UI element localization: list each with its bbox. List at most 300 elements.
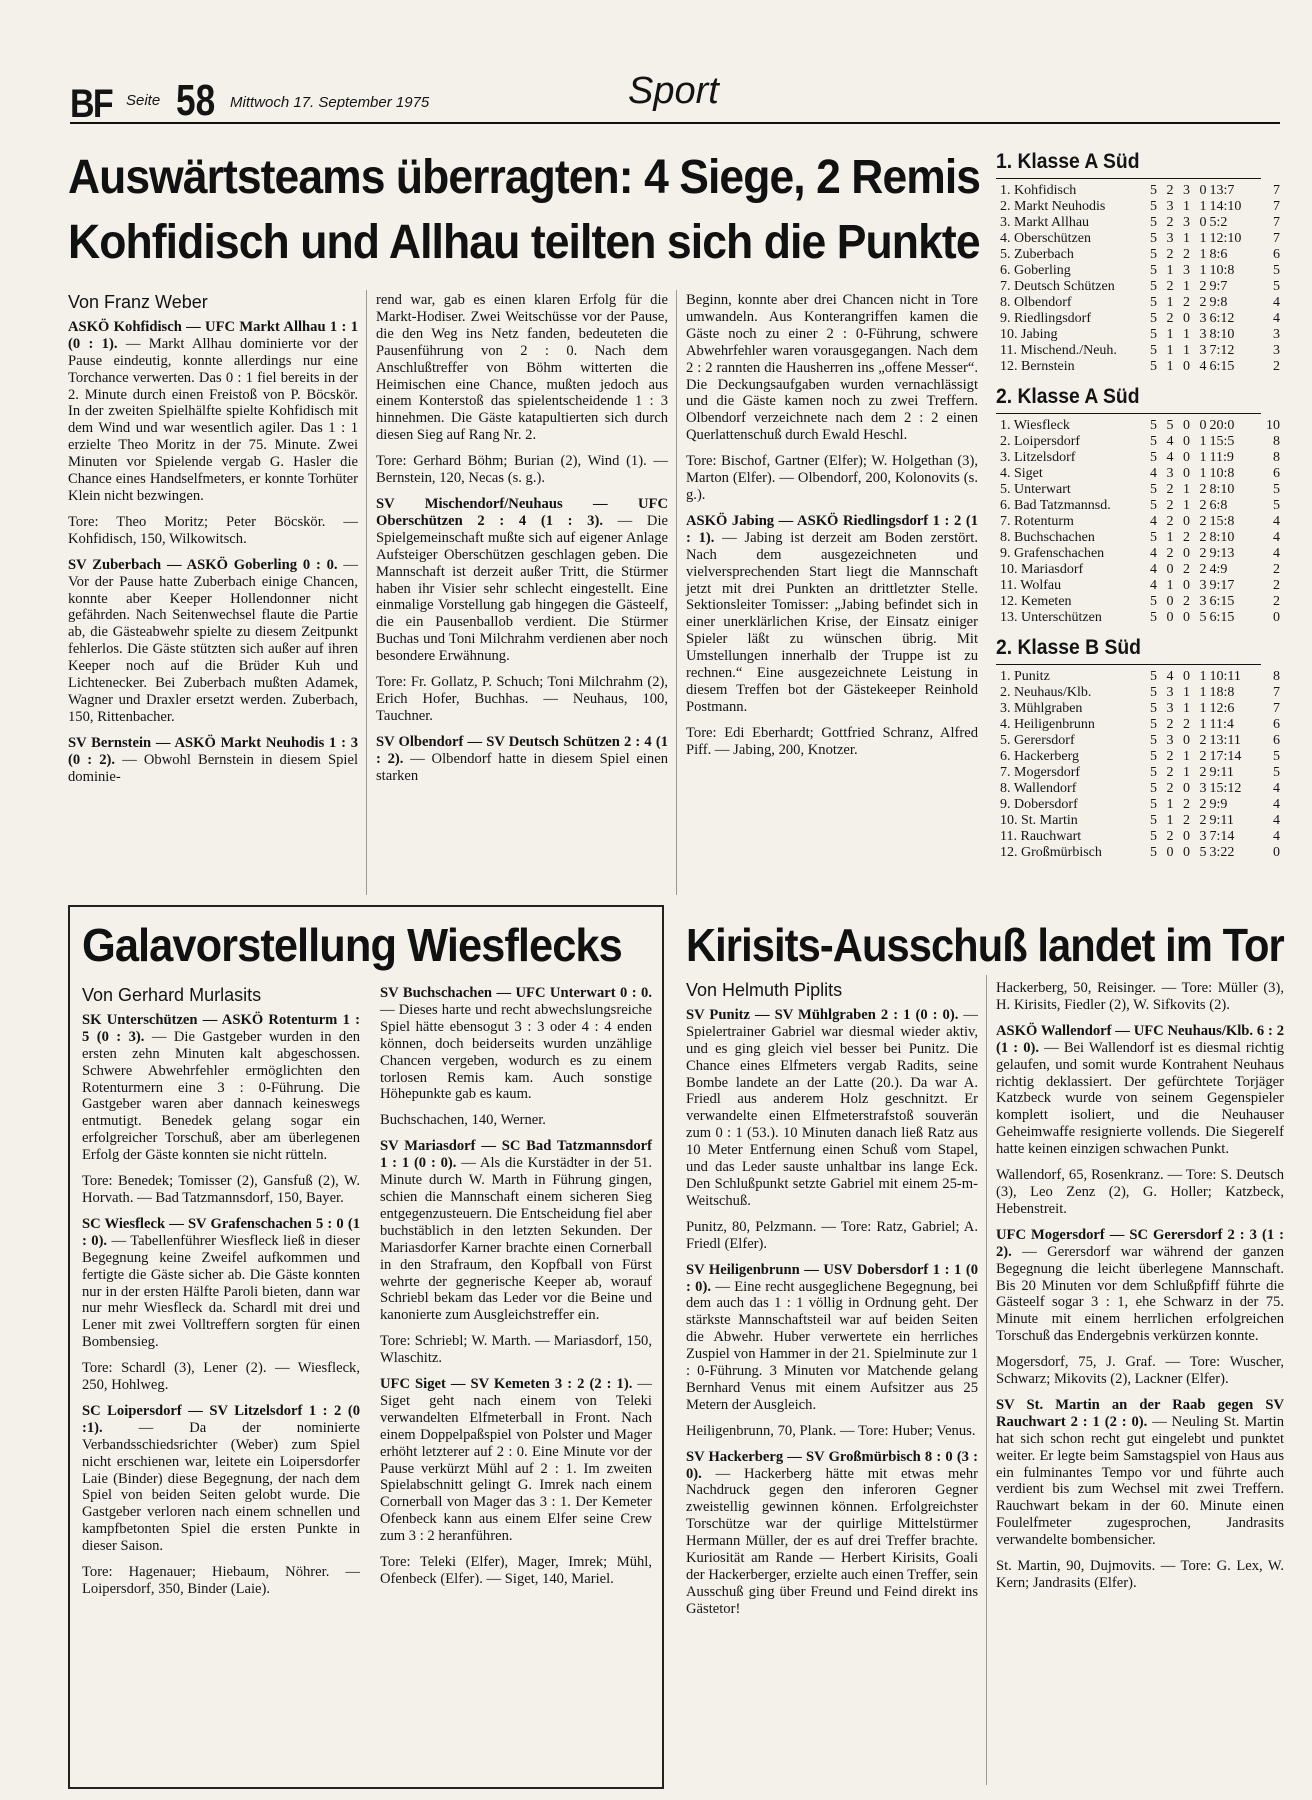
match-result: UFC Siget — SV Kemeten 3 : 2 (2 : 1). (380, 1376, 633, 1393)
standings-cell: 12:6 (1209, 701, 1235, 716)
report-text: — Obwohl Bernstein in diesem Spiel dominie- (68, 751, 359, 785)
report-text: Tore: Benedek; Tomisser (2), Gansfuß (2), W. Horvath. — Bad Tatzmannsdorf, 150, Bayer. (82, 1173, 360, 1206)
article1-headline-line2: Kohfidisch und Allhau teilten sich die Punkte (68, 216, 980, 269)
standings-cell: 9:13 (1209, 546, 1235, 561)
standings-cell: 11. Mischend./Neuh. (1000, 343, 1117, 358)
report-text: — Dieses harte und recht abwechslungsreiche Spiel hätte ebensogut 3 : 3 oder 4 : 4 enden können, doch beiderseits wurden unzählige Chancen vergeben, wodurch es zu einem torlosen Remis kam. Auch sonstige Höhepunkte gab es kaum. (380, 1001, 652, 1103)
standings-cell: 9. Riedlingsdorf (1000, 311, 1091, 326)
report-text: — Bei Wallendorf ist es diesmal richtig gelaufen, und somit wurde Kontrahent Neuhaus richtig deklassiert. Der gefürchtete Torjäger Katzbeck wurde von seinem Gegenspieler komplett isoliert, und die Neuhauser Geheimwaffe resignierte vollends. Die Siegerelf hatte keinen einzigen schwachen Punkt. (996, 1039, 1284, 1158)
standings-cell: 4 (1273, 295, 1280, 310)
standings-cell: 20:0 (1209, 418, 1235, 433)
standings-cell: 11:4 (1209, 717, 1234, 732)
standings-cell: 15:8 (1209, 514, 1235, 529)
report-text: Tore: Gerhard Böhm; Burian (2), Wind (1). — Bernstein, 120, Necas (s. g.). (376, 453, 668, 487)
report-text: — Olbendorf hatte in diesem Spiel einen starken (376, 750, 668, 784)
standings-cell: 5 3 1 1 (1150, 685, 1210, 700)
report-paragraph (686, 1423, 978, 1440)
report-text: — Markt Allhau dominierte vor der Pause eindeutig, konnte allerdings nur eine Torchance verwerten. Das 0 : 1 fiel bereits in der 2. Minute durch einen Freistoß von P. Böcskör. In der zweiten Spielhälfte spielte Kohfidisch mit dem Wind und war wesentlich agiler. Das 1 : 1 erzielte Theo Moritz in der 75. Minute. Zwei Minuten vor Spielende vergab G. Hasler die Chance eines Handselfmeters, er konnte Torhüter Klein nicht bezwingen. (68, 335, 358, 504)
page-header (70, 70, 1280, 124)
article3-col1-body (686, 1007, 978, 1618)
standings-cell: 5 2 0 3 (1150, 829, 1210, 844)
standings-cell: 15:12 (1209, 781, 1242, 796)
standings-cell: 4 0 2 2 (1150, 562, 1210, 577)
standings-row (1000, 610, 1288, 626)
standings-cell: 13:7 (1209, 183, 1235, 198)
standings-row (1000, 845, 1288, 861)
standings-cell: 5 2 1 2 (1150, 482, 1210, 497)
standings-row (1000, 765, 1288, 781)
report-paragraph (376, 496, 668, 665)
match-result: SV Bernstein — ASKÖ Markt Neuhodis 1 : 3 (0 : 2). (68, 734, 358, 768)
standings-cell: 5 2 3 0 (1150, 183, 1210, 198)
article1-col1-body (68, 319, 358, 786)
report-text: Tore: Bischof, Gartner (Elfer); W. Holgethan (3), Marton (Elfer). — Olbendorf, 200, Kolonovits (s. g.). (686, 453, 978, 503)
article1-column-1 (68, 292, 358, 794)
report-text: St. Martin, 90, Dujmovits. — Tore: G. Lex, W. Kern; Jandrasits (Elfer). (996, 1558, 1284, 1591)
newspaper-logo: BF (70, 82, 112, 126)
standings-cell: 5. Unterwart (1000, 482, 1071, 497)
standings-cell: 4 (1273, 797, 1280, 812)
standings-cell: 7. Mogersdorf (1000, 765, 1081, 780)
report-text: — Die Spielgemeinschaft mußte sich auf eigener Anlage Aufsteiger Oberschützen geschlagen geben. Die Mannschaft ist derzeit außer Tritt, die Stürmer haben ihr Visier sehr schlecht eingestellt. Eine einmalige Vorstellung gab hingegen die Gästeelf, die ein Pausenballob verdient. Die Stürmer Buchas und Toni Milchrahm verdienen aber noch besondere Erwähnung. (376, 512, 668, 665)
standings-row (1000, 701, 1288, 717)
report-text: — Hackerberg hätte mit etwas mehr Nachdruck gegen den inferoren Gegner zweistellig gewinnen können. Erfolgreichster Torschütze war der quirlige Mittelstürmer Hermann Müller, der es auf drei Treffer brachte. Kuriosität am Rande — Herbert Kirisits, Goali der Hackerberger, erzielte auch einen Treffer, sein Ausschuß ging über Freund und Feind direkt ins Gästetor! (686, 1465, 978, 1617)
report-paragraph (996, 1227, 1284, 1345)
report-paragraph (68, 514, 358, 548)
standings-row (1000, 327, 1288, 343)
standings-cell: 8 (1273, 450, 1280, 465)
standings-cell: 5 (1273, 765, 1280, 780)
standings-cell: 5 0 0 5 (1150, 610, 1210, 625)
standings-row (1000, 359, 1288, 375)
standings-cell: 7 (1273, 231, 1280, 246)
match-result: SV Zuberbach — ASKÖ Goberling 0 : 0. (68, 556, 338, 573)
standings-cell: 9:8 (1209, 295, 1228, 310)
standings-cell: 4 (1273, 813, 1280, 828)
match-result: SV Punitz — SV Mühlgraben 2 : 1 (0 : 0). (686, 1006, 959, 1023)
standings-cell: 3. Mühlgraben (1000, 701, 1083, 716)
match-result: ASKÖ Wallendorf — UFC Neuhaus/Klb. 6 : 2 (1 : 0). (996, 1022, 1284, 1056)
standings-table (1000, 669, 1288, 861)
standings-cell: 5 2 0 3 (1150, 311, 1210, 326)
standings-cell: 9:11 (1209, 765, 1234, 780)
standings-cell: 5 3 1 1 (1150, 701, 1210, 716)
standings-cell: 5 (1273, 498, 1280, 513)
report-paragraph (82, 1173, 360, 1207)
standings-cell: 4. Siget (1000, 466, 1043, 481)
report-paragraph (686, 292, 978, 444)
standings-row (1000, 418, 1288, 434)
standings-cell: 10. St. Martin (1000, 813, 1078, 828)
report-paragraph (996, 1397, 1284, 1549)
standings-row (1000, 263, 1288, 279)
standings-cell: 3. Markt Allhau (1000, 215, 1090, 230)
standings-cell: 2. Neuhaus/Klb. (1000, 685, 1092, 700)
standings-cell: 5 1 1 3 (1150, 327, 1210, 342)
report-text: Tore: Edi Eberhardt; Gottfried Schranz, Alfred Piff. — Jabing, 200, Knotzer. (686, 724, 978, 758)
standings-cell: 4 (1273, 781, 1280, 796)
column-rule (676, 290, 677, 895)
report-paragraph (82, 1564, 360, 1598)
report-paragraph (376, 734, 668, 785)
match-result: SV Buchschachen — UFC Unterwart 0 : 0. (380, 985, 652, 1001)
standings-row (1000, 343, 1288, 359)
report-paragraph (686, 1449, 978, 1618)
standings-cell: 6 (1273, 733, 1280, 748)
standings-cell: 11:9 (1209, 450, 1234, 465)
standings-cell: 4 (1273, 311, 1280, 326)
standings-cell: 7. Deutsch Schützen (1000, 279, 1115, 294)
report-text: rend war, gab es einen klaren Erfolg für die Markt-Hodiser. Zwei Weitschüsse vor der Pause, die den Weg ins Netz fanden, bedeuteten die Pausenführung von 2 : 0. Nach dem Anschlußtreffer von Böhm witterten die Heimischen eine Chance, mußten jedoch aus einem Konterstoß das spielentscheidende 1 : 3 hinnehmen. Die Gäste katapultierten sich durch diesen Sieg auf Rang Nr. 2. (376, 292, 668, 444)
standings-cell: 5 0 2 3 (1150, 594, 1210, 609)
standings-cell: 5 1 2 2 (1150, 797, 1210, 812)
standings-table-3 (996, 634, 1284, 861)
standings-cell: 10:8 (1209, 263, 1235, 278)
standings-cell: 1. Punitz (1000, 669, 1050, 684)
standings-sidebar (996, 148, 1284, 869)
standings-row (1000, 717, 1288, 733)
standings-cell: 5 0 0 5 (1150, 845, 1210, 860)
standings-cell: 1. Kohfidisch (1000, 183, 1077, 198)
standings-table-1 (996, 148, 1284, 375)
standings-cell: 5 2 1 2 (1150, 279, 1210, 294)
report-text: Buchschachen, 140, Werner. (380, 1112, 546, 1129)
report-paragraph (376, 453, 668, 487)
standings-row (1000, 669, 1288, 685)
report-text: — Vor der Pause hatte Zuberbach einige Chancen, konnte aber Keeper Hollendonner nicht gefährden. Nach Seitenwechsel flaute die Partie ab, die Gästeabwehr spielte zu diesem Zeitpunkt fehlerlos. Die Gäste stützten sich außer auf ihren Keeper noch auf die Brüder Kuh und Lichtenecker. Bei Zuberbach mußten Adamek, Wagner und Draxler ersetzt werden. Zuberbach, 150, Rittenbacher. (68, 556, 358, 725)
standings-cell: 6. Hackerberg (1000, 749, 1080, 764)
standings-cell: 5 4 0 1 (1150, 434, 1210, 449)
standings-cell: 5 2 2 1 (1150, 247, 1210, 262)
article2-col1-body (82, 1012, 360, 1598)
report-paragraph (376, 292, 668, 444)
report-text: Heiligenbrunn, 70, Plank. — Tore: Huber; Venus. (686, 1422, 976, 1439)
report-paragraph (686, 453, 978, 504)
standings-cell: 10. Mariasdorf (1000, 562, 1084, 577)
standings-row (1000, 562, 1288, 578)
standings-cell: 5 1 2 2 (1150, 530, 1210, 545)
standings-cell: 9. Dobersdorf (1000, 797, 1078, 812)
report-paragraph (686, 1007, 978, 1210)
article2-headline: Galavorstellung Wiesflecks (82, 919, 622, 971)
report-text: — Die Gastgeber wurden in den ersten zehn Minuten kalt abgeschossen. Schwere Abwehrfehler ermöglichten den Rotenturmern eine 3 : 0-Führung. Die Gastgeber waren aber dannach keineswegs entmutigt. Benedek gelang sogar ein erfolgreicher Torschuß, aber am überlegenen Erfolg der Gäste konnten sie nicht rütteln. (82, 1028, 360, 1164)
match-result: ASKÖ Kohfidisch — UFC Markt Allhau 1 : 1 (0 : 1). (68, 318, 358, 352)
standings-cell: 2 (1273, 359, 1280, 374)
report-paragraph (82, 1403, 360, 1555)
standings-cell: 1. Wiesfleck (1000, 418, 1070, 433)
article2-byline: Von Gerhard Murlasits (82, 985, 262, 1005)
report-paragraph (686, 725, 978, 759)
standings-cell: 5:2 (1209, 215, 1228, 230)
standings-cell: 4. Oberschützen (1000, 231, 1091, 246)
report-paragraph (82, 1360, 360, 1394)
report-text: Tore: Theo Moritz; Peter Böcskör. — Kohfidisch, 150, Wilkowitsch. (68, 513, 358, 547)
report-text: — Neuling St. Martin hat sich schon recht gut eingelebt und punktet weiter. Er legte beim Samstagspiel von Haus aus ein fulminantes Tempo vor und führte auch verdient bis zum Wechsel mit zwei Treffern. Rauchwart bekam in der 60. Minute einen Foulelfmeter zugesprochen, Jandrasits verwandelte bombensicher. (996, 1413, 1284, 1549)
standings-row (1000, 829, 1288, 845)
article1-column-3 (686, 292, 978, 768)
standings-cell: 10:8 (1209, 466, 1235, 481)
standings-cell: 11. Rauchwart (1000, 829, 1082, 844)
report-paragraph (380, 1112, 652, 1129)
standings-cell: 9. Grafenschachen (1000, 546, 1105, 561)
standings-cell: 5 1 2 2 (1150, 295, 1210, 310)
report-paragraph (82, 1216, 360, 1351)
article2-column-2 (380, 985, 652, 1597)
standings-cell: 4 2 0 2 (1150, 546, 1210, 561)
report-paragraph (996, 1167, 1284, 1218)
standings-row (1000, 546, 1288, 562)
standings-cell: 8:10 (1209, 530, 1235, 545)
article3-byline: Von Helmuth Piplits (686, 980, 843, 1000)
report-text: Tore: Fr. Gollatz, P. Schuch; Toni Milchrahm (2), Erich Hofer, Buchhas. — Neuhaus, 100, Tauchner. (376, 674, 668, 724)
standings-cell: 4 (1273, 546, 1280, 561)
standings-cell: 17:14 (1209, 749, 1242, 764)
standings-cell: 7. Rotenturm (1000, 514, 1074, 529)
standings-table-2 (996, 383, 1284, 626)
standings-row (1000, 813, 1288, 829)
standings-cell: 3:22 (1209, 845, 1235, 860)
match-result: SV Mischendorf/Neuhaus — UFC Oberschützen 2 : 4 (1 : 3). (376, 495, 668, 529)
match-result: ASKÖ Jabing — ASKÖ Riedlingsdorf 1 : 2 (1 : 1). (686, 512, 978, 546)
standings-cell: 8:10 (1209, 482, 1235, 497)
report-text: Tore: Schardl (3), Lener (2). — Wiesfleck, 250, Hohlweg. (82, 1360, 360, 1394)
report-paragraph (996, 1354, 1284, 1388)
standings-row (1000, 279, 1288, 295)
report-text: Wallendorf, 65, Rosenkranz. — Tore: S. Deutsch (3), Leo Zenz (2), G. Holler; Katzbeck, Hebenstreit. (996, 1167, 1284, 1217)
match-result: SC Wiesfleck — SV Grafenschachen 5 : 0 (1 : 0). (82, 1215, 360, 1249)
standings-cell: 18:8 (1209, 685, 1235, 700)
report-paragraph (996, 1023, 1284, 1158)
match-result: SK Unterschützen — ASKÖ Rotenturm 1 : 5 (0 : 3). (82, 1011, 360, 1045)
standings-table (1000, 183, 1288, 375)
report-text: — Spielertrainer Gabriel war diesmal wieder aktiv, und es ging gleich viel besser bei Punitz. Die Chance eines Elfmeters vergab Radits, seine Bombe landete an der Latte (20.). Da war A. Friedl aus anderem Holz geschnitzt. Er verwandelte einen Elfmeterstrafstoß souverän zum 0 : 1 (53.). 10 Minuten danach ließ Ratz aus 10 Meter Entfernung einen Schuß vom Stapel, und das Leder sauste unhaltbar ins lange Eck. Den Schlußpunkt setzte Gabriel mit einem 25-m-Weitschuß. (686, 1006, 978, 1209)
report-text: — Tabellenführer Wiesfleck ließ in dieser Begegnung keine Zweifel aufkommen und fertigte die Gäste sicher ab. Die Gäste konnten nur in der ersten Hälfte Paroli bieten, dann war nur mehr Wiesfleck da. Schardl mit drei und Lener mit zwei Volltreffern sorgten für einen Bombensieg. (82, 1232, 360, 1351)
standings-cell: 5 2 1 2 (1150, 498, 1210, 513)
standings-cell: 10 (1266, 418, 1280, 433)
match-result: SV Mariasdorf — SC Bad Tatzmannsdorf 1 : 1 (0 : 0). (380, 1138, 652, 1172)
standings-row (1000, 199, 1288, 215)
standings-cell: 5 3 1 1 (1150, 231, 1210, 246)
standings-row (1000, 247, 1288, 263)
standings-cell: 12:10 (1209, 231, 1242, 246)
standings-cell: 9:17 (1209, 578, 1235, 593)
standings-cell: 7 (1273, 183, 1280, 198)
report-paragraph (68, 557, 358, 726)
standings-cell: 5 1 2 2 (1150, 813, 1210, 828)
standings-cell: 6:12 (1209, 311, 1235, 326)
column-rule (986, 975, 987, 1785)
report-text: Hackerberg, 50, Reisinger. — Tore: Müller (3), H. Kirisits, Fiedler (2), W. Sifkovits (2). (996, 980, 1284, 1013)
standings-row (1000, 482, 1288, 498)
standings-cell: 5 3 0 2 (1150, 733, 1210, 748)
report-text: Tore: Teleki (Elfer), Mager, Imrek; Mühl, Ofenbeck (Elfer). — Siget, 140, Mariel. (380, 1554, 652, 1587)
standings-cell: 5 2 1 2 (1150, 765, 1210, 780)
standings-cell: 6. Goberling (1000, 263, 1071, 278)
standings-cell: 5. Zuberbach (1000, 247, 1074, 262)
standings-cell: 10:11 (1209, 669, 1241, 684)
page-number: 58 (176, 76, 216, 125)
article3-headline: Kirisits-Ausschuß landet im Tor (686, 919, 1284, 971)
standings-cell: 5 1 3 1 (1150, 263, 1210, 278)
article1-headline-line1: Auswärtsteams überragten: 4 Siege, 2 Remis (68, 151, 981, 204)
standings-row (1000, 498, 1288, 514)
standings-cell: 3 (1273, 343, 1280, 358)
standings-cell: 2 (1273, 578, 1280, 593)
standings-row (1000, 215, 1288, 231)
report-paragraph (380, 985, 652, 1103)
standings-cell: 9:7 (1209, 279, 1228, 294)
report-text: Tore: Hagenauer; Hiebaum, Nöhrer. — Loipersdorf, 350, Binder (Laie). (82, 1564, 360, 1597)
standings-row (1000, 781, 1288, 797)
standings-cell: 8. Olbendorf (1000, 295, 1072, 310)
standings-cell: 13. Unterschützen (1000, 610, 1102, 625)
standings-row (1000, 594, 1288, 610)
standings-cell: 12. Kemeten (1000, 594, 1072, 609)
standings-cell: 0 (1273, 610, 1280, 625)
standings-cell: 3. Litzelsdorf (1000, 450, 1076, 465)
report-paragraph (996, 980, 1284, 1014)
standings-cell: 5 (1273, 279, 1280, 294)
standings-cell: 5 (1273, 482, 1280, 497)
standings-cell: 6. Bad Tatzmannsd. (1000, 498, 1111, 513)
standings-row (1000, 231, 1288, 247)
report-text: — Als die Kurstädter in der 51. Minute durch W. Marth in Führung gingen, schien die Mannschaft einem sicheren Sieg entgegenzusteuern. Die Entscheidung fiel aber buchstäblich in den letzten Sekunden. Der Mariasdorfer Karner brachte einen Cornerball in den Strafraum, den Kopfball von Fürst wehrte der gegnerische Keeper ab, worauf Schriebl bekam das Leder vor die Beine und kanonierte zum Ausgleichstreffer ein. (380, 1155, 652, 1324)
standings-cell: 5 2 0 3 (1150, 781, 1210, 796)
standings-cell: 4 (1273, 514, 1280, 529)
standings-cell: 2 (1273, 594, 1280, 609)
standings-row (1000, 578, 1288, 594)
match-result: UFC Mogersdorf — SC Gerersdorf 2 : 3 (1 : 2). (996, 1226, 1284, 1260)
standings-cell: 5 2 2 1 (1150, 717, 1210, 732)
report-text: — Siget geht nach einem von Teleki verwandelten Elfmeterball in Front. Nach einem Doppelpaßspiel von Polster und Mager erhöht letzterer auf 2 : 0. Eine Minute vor der Pause verkürzt Mühl auf 2 : 1. Im zweiten Spielabschnitt gelingt G. Imrek nach einem Cornerball von Mager das 3 : 1. Der Kemeter Ofenbeck kann aus einem Elfer seine Crew zum 3 : 2 heranführen. (380, 1376, 652, 1545)
standings-cell: 8. Buchschachen (1000, 530, 1095, 545)
article2-column-1 (82, 985, 360, 1607)
standings-cell: 6:15 (1209, 359, 1235, 374)
standings-cell: 7 (1273, 215, 1280, 230)
report-paragraph (380, 1554, 652, 1588)
standings-cell: 7:14 (1209, 829, 1235, 844)
standings-cell: 2. Loipersdorf (1000, 434, 1081, 449)
report-paragraph (68, 735, 358, 786)
standings-cell: 9:9 (1209, 797, 1228, 812)
standings-row (1000, 514, 1288, 530)
match-result: SV St. Martin an der Raab gegen SV Rauchwart 2 : 1 (2 : 0). (996, 1396, 1284, 1430)
standings-cell: 4 1 0 3 (1150, 578, 1210, 593)
standings-cell: 6:15 (1209, 610, 1235, 625)
standings-cell: 0 (1273, 845, 1280, 860)
report-paragraph (82, 1012, 360, 1164)
report-text: — Gerersdorf war während der ganzen Begegnung die leicht überlegene Mannschaft. Bis 20 Minuten vor dem Schlußpfiff führte die Gästeelf sogar 3 : 1, ehe Schwarz in der 75. Minute mit einem herrlichen erfolgreichen Torschuß das Endergebnis verkürzen konnte. (996, 1243, 1284, 1345)
report-text: Punitz, 80, Pelzmann. — Tore: Ratz, Gabriel; A. Friedl (Elfer). (686, 1218, 978, 1252)
report-text: Tore: Schriebl; W. Marth. — Mariasdorf, 150, Wlaschitz. (380, 1333, 652, 1367)
match-result: SV Olbendorf — SV Deutsch Schützen 2 : 4 (1 : 2). (376, 733, 668, 767)
standings-row (1000, 466, 1288, 482)
standings-cell: 5 1 0 4 (1150, 359, 1210, 374)
standings-cell: 7 (1273, 701, 1280, 716)
standings-cell: 5 2 1 2 (1150, 749, 1210, 764)
issue-date: Mittwoch 17. September 1975 (230, 94, 430, 111)
standings-cell: 5 2 3 0 (1150, 215, 1210, 230)
standings-row (1000, 311, 1288, 327)
standings-cell: 8 (1273, 434, 1280, 449)
standings-cell: 8 (1273, 669, 1280, 684)
match-result: SC Loipersdorf — SV Litzelsdorf 1 : 2 (0 :1). (82, 1402, 360, 1436)
standings-row (1000, 295, 1288, 311)
standings-title: 2. Klasse A Süd (996, 383, 1261, 414)
article3-column-2 (996, 980, 1284, 1601)
standings-cell: 15:5 (1209, 434, 1235, 449)
page-label: Seite (126, 92, 161, 109)
standings-cell: 8. Wallendorf (1000, 781, 1077, 796)
standings-cell: 8:10 (1209, 327, 1235, 342)
standings-cell: 7 (1273, 199, 1280, 214)
standings-row (1000, 450, 1288, 466)
article1-column-2 (376, 292, 668, 793)
standings-table (1000, 418, 1288, 626)
column-rule (366, 290, 367, 895)
standings-cell: 4 (1273, 530, 1280, 545)
report-paragraph (996, 1558, 1284, 1592)
report-text: Mogersdorf, 75, J. Graf. — Tore: Wuscher, Schwarz; Mikovits (2), Lackner (Elfer). (996, 1354, 1284, 1388)
standings-cell: 13:11 (1209, 733, 1241, 748)
report-paragraph (380, 1138, 652, 1324)
report-text: — Eine recht ausgeglichene Begegnung, bei dem auch das 1 : 1 völlig in Ordnung geht. Der stärkste Mannschaftsteil war auf beiden Seiten die Abwehr. Huber verwertete ein herrliches Zuspiel von Hammer in der 21. Spielminute zur 1 : 0-Führung. 3 Minuten vor Matchende gelang Bernhard Venus mit einem Aufsitzer aus 25 Metern der Ausgleich. (686, 1278, 978, 1413)
standings-cell: 5 5 0 0 (1150, 418, 1210, 433)
report-paragraph (380, 1376, 652, 1545)
standings-cell: 14:10 (1209, 199, 1242, 214)
standings-cell: 6 (1273, 247, 1280, 262)
report-paragraph (686, 1262, 978, 1414)
standings-cell: 3 (1273, 327, 1280, 342)
standings-cell: 4 (1273, 829, 1280, 844)
report-paragraph (380, 1333, 652, 1367)
standings-cell: 10. Jabing (1000, 327, 1058, 342)
standings-cell: 5 1 1 3 (1150, 343, 1210, 358)
standings-cell: 6:15 (1209, 594, 1235, 609)
standings-cell: 11. Wolfau (1000, 578, 1062, 593)
standings-row (1000, 530, 1288, 546)
standings-cell: 6 (1273, 717, 1280, 732)
standings-cell: 5. Gerersdorf (1000, 733, 1075, 748)
report-paragraph (686, 1219, 978, 1253)
standings-cell: 12. Bernstein (1000, 359, 1075, 374)
report-text: — Da der nominierte Verbandsschiedsrichter (Weber) zum Spiel nicht erschienen war, leitete ein Loipersdorfer Laie (Binder) diese Begegnung, der nach dem Spiel von beiden Seiten gelobt wurde. Die Gastgeber verloren nach einem schnellen und kampfbetonten Spiel die ersten Punkte in dieser Saison. (82, 1419, 360, 1555)
standings-cell: 5 3 1 1 (1150, 199, 1210, 214)
standings-row (1000, 434, 1288, 450)
standings-cell: 7:12 (1209, 343, 1235, 358)
standings-title: 2. Klasse B Süd (996, 634, 1261, 665)
standings-row (1000, 797, 1288, 813)
standings-cell: 4:9 (1209, 562, 1228, 577)
standings-cell: 4 2 0 2 (1150, 514, 1210, 529)
report-text: Beginn, konnte aber drei Chancen nicht in Tore umwandeln. Aus Konterangriffen kamen die Gäste noch zu einer 2 : 0-Führung, schwere Abwehrfehler waren vorausgegangen. Nach dem 2 : 2 rannten die Hausherren ins „offene Messer“. Die Deckungsaufgaben wurden vernachlässigt und die Gäste kamen noch zu zwei Treffern. Olbendorf verzeichnete nach dem 2 : 2 einen Querlattenschuß durch Ewald Heschl. (686, 292, 978, 444)
standings-row (1000, 685, 1288, 701)
standings-row (1000, 749, 1288, 765)
match-result: SV Heiligenbrunn — USV Dobersdorf 1 : 1 (0 : 0). (686, 1261, 978, 1295)
match-result: SV Hackerberg — SV Großmürbisch 8 : 0 (3 : 0). (686, 1448, 978, 1482)
standings-cell: 6 (1273, 466, 1280, 481)
standings-cell: 8:6 (1209, 247, 1228, 262)
standings-cell: 9:11 (1209, 813, 1234, 828)
standings-cell: 7 (1273, 685, 1280, 700)
article3-column-1 (686, 980, 978, 1627)
standings-cell: 2 (1273, 562, 1280, 577)
standings-cell: 5 4 0 1 (1150, 669, 1210, 684)
standings-cell: 2. Markt Neuhodis (1000, 199, 1106, 214)
report-paragraph (686, 513, 978, 716)
standings-cell: 6:8 (1209, 498, 1228, 513)
standings-cell: 4 3 0 1 (1150, 466, 1210, 481)
